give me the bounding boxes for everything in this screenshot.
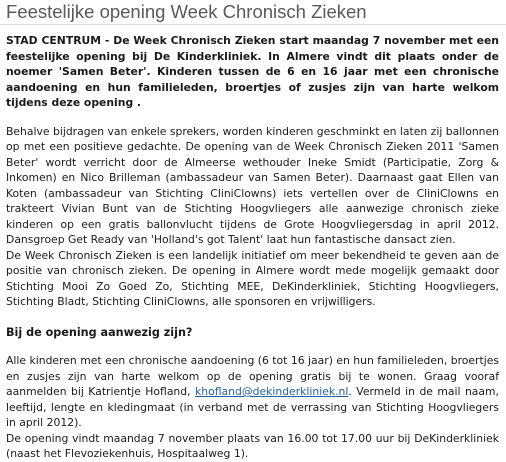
registration-text-end: . Vermeld in de mail naam, leeftijd, lengte en kledingmaat (in verband met de verrassing van Stichting Hoogvliegers in april 2012). — [6, 385, 499, 429]
registration-text-start: Alle kinderen met een chronische aandoening (6 tot 16 jaar) en hun familieleden, broertjes en zusjes zijn van harte welkom op de opening gratis bij te wonen. Graag vooraf aanmelden bij Katrientje Hofland, — [6, 354, 499, 398]
contact-email-link[interactable]: khofland@dekinderkliniek.nl — [195, 385, 349, 398]
article-intro: STAD CENTRUM - De Week Chronisch Zieken start maandag 7 november met een feestelijke opening bij De Kinderkliniek. In Almere vindt dit plaats onder de noemer 'Samen Beter'. Kinderen tussen de 6 en 16 jaar met een chronische aandoening en hun familieleden, broertjes of zusjes zijn van harte welkom tijdens deze opening . — [6, 34, 499, 109]
article-paragraph-1: Behalve bijdragen van enkele sprekers, worden kinderen geschminkt en laten zij ballonnen op met een positieve gedachte. De opening van de Week Chronisch Zieken 2011 'Samen Beter' wordt verricht door de Almeerse wethouder Ineke Smidt (Participatie, Zorg & Inkomen) en Nico Brilleman (ambassadeur van Samen Beter). Daarnaast gaat Ellen van Koten (ambassadeur van Stichting CliniClowns) iets vertellen over de CliniClowns en trakteert Vivian Bunt van de Stichting Hoogvliegers alle aanwezige chronisch zieke kinderen op een gratis ballonvlucht tijdens de Grote Hoogvliegersdag in april 2012. Dansgroep Get Ready van 'Holland's got Talent' laat hun fantastische dansact zien. — [6, 124, 499, 246]
section-heading: Bij de opening aanwezig zijn? — [6, 325, 193, 339]
title-divider — [0, 24, 506, 25]
event-location-paragraph: De opening vindt maandag 7 november plaats van 16.00 tot 17.00 uur bij DeKinderkliniek (naast het Flevoziekenhuis, Hospitaalweg 1). — [6, 431, 499, 460]
article-body — [6, 33, 499, 462]
article-paragraph-group — [6, 124, 499, 310]
article-paragraph-2: De Week Chronisch Zieken is een landelijk initiatief om meer bekendheid te geven aan de positie van chronisch zieken. De opening in Almere wordt mede mogelijk gemaakt door Stichting Mooi Zo Goed Zo, Stichting MEE, DeKinderkliniek, Stichting Hoogvliegers, Stichting Bladt, Stichting CliniClowns, alle sponsoren en vrijwilligers. — [6, 248, 499, 308]
article-title: Feestelijke opening Week Chronisch Zieken — [6, 1, 367, 22]
registration-paragraph-group — [6, 353, 499, 462]
